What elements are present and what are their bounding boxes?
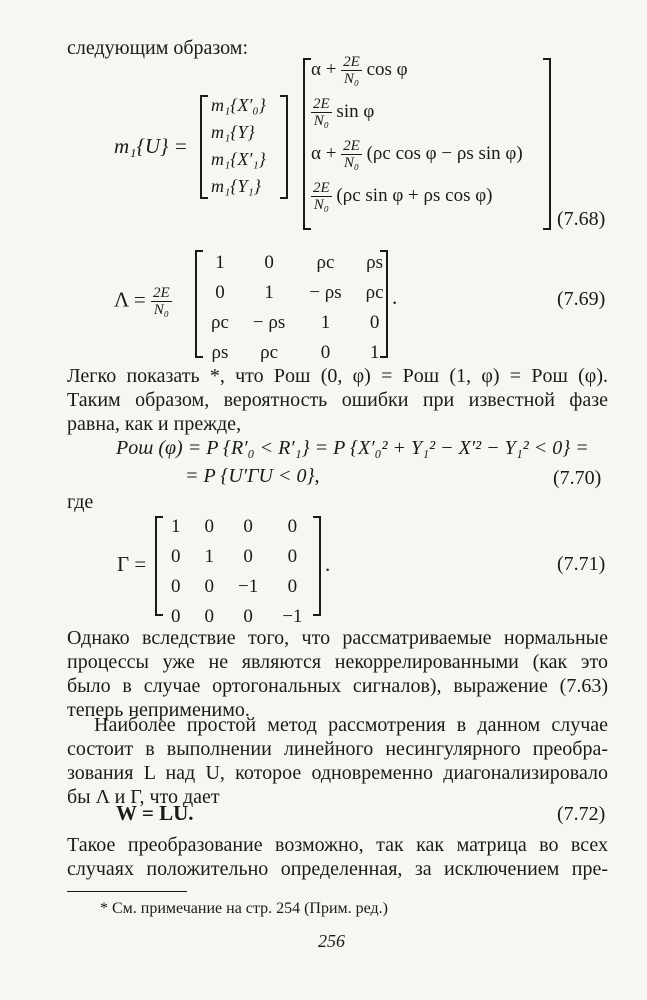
eq68-row: $\frac{2E}{\text{N₀}}$ sin φ <box>313 96 375 129</box>
eq72-number: (7.72) <box>557 803 606 825</box>
eq68-vec-item: m₁{Y₁} <box>211 176 261 196</box>
paragraph-1: Легко показать *, что Pош (0, φ) = Pош (1, φ) = Pош (φ). Таким образом, вероятность ошибки при известной фазе равна, как и прежде, <box>67 365 608 435</box>
eq71-right-bracket <box>313 516 321 616</box>
eq68-vec-left-bracket <box>200 95 208 199</box>
eq68-number: (7.68) <box>557 208 606 230</box>
eq68-lhs: m₁{U} = <box>114 134 188 158</box>
eq69-row: 1 0 ρc ρs <box>215 252 384 273</box>
eq69-number: (7.69) <box>557 288 606 310</box>
eq68-row: α + $\frac{2E}{\text{N₀}}$ cos φ <box>311 54 408 87</box>
where-word: где <box>67 491 94 513</box>
eq71-matrix <box>159 512 314 632</box>
intro-text: следующим образом: <box>67 37 249 59</box>
eq71-row: 1 0 0 0 <box>171 516 298 537</box>
eq68-vec-right-bracket <box>280 95 288 199</box>
eq69-fraction: $\frac{2E}{\text{N₀}}$ <box>153 285 170 318</box>
eq68-vector <box>211 92 266 200</box>
eq68-row: α + $\frac{2E}{\text{N₀}}$ (ρc cos φ − ρs sin φ) <box>311 138 523 171</box>
eq71-row: 0 0 0 −1 <box>171 606 303 627</box>
eq69-row: ρs ρc 0 1 <box>211 342 380 363</box>
eq69-row: 0 1 − ρs ρc <box>215 282 384 303</box>
footnote: * См. примечание на стр. 254 (Прим. ред.) <box>100 900 389 917</box>
eq68-vec-item: m₁{X′₁} <box>211 149 266 169</box>
eq68-col-left-bracket <box>303 58 311 230</box>
eq68-fraction: $\frac{2E}{\text{N₀}}$ <box>343 54 360 87</box>
eq69-lhs: Λ = $\frac{2E}{\text{N₀}}$ <box>114 285 170 318</box>
footnote-rule <box>67 891 187 892</box>
page-number: 256 <box>318 931 345 951</box>
eq69-period: . <box>392 285 398 309</box>
eq70-number: (7.70) <box>553 467 602 489</box>
eq68-vec-item: m₁{X′₀} <box>211 95 266 115</box>
eq68-row: $\frac{2E}{\text{N₀}}$ (ρc sin φ + ρs cos φ) <box>313 180 493 213</box>
eq70-line1: Pош (φ) = P {R′₀ < R′₁} = P {X′₀² + Y₁² − X′² − Y₁² < 0} = <box>116 437 589 459</box>
paragraph-4: Такое преобразование возможно, так как матрица во всех случаях положительно определенная, за исключением пре- <box>67 834 608 880</box>
eq70-line2: = P {U′ΓU < 0}, <box>185 465 320 487</box>
eq68-fraction: $\frac{2E}{\text{N₀}}$ <box>313 96 330 129</box>
eq68-column <box>311 54 523 222</box>
eq71-row: 0 1 0 0 <box>171 546 298 567</box>
paragraph-2: Однако вследствие того, что рассматриваемые нормальные процессы уже не являются некоррелированными (как это было в случае ортогональных сигналов), выражение (7.63) теперь неприменимо. <box>67 627 608 721</box>
eq68-col-right-bracket <box>543 58 551 230</box>
eq69-matrix <box>199 248 396 368</box>
eq72-expr: W = LU. <box>116 801 194 825</box>
eq69-row: ρc − ρs 1 0 <box>211 312 380 333</box>
eq69-right-bracket <box>380 250 388 358</box>
eq68-fraction: $\frac{2E}{\text{N₀}}$ <box>343 138 360 171</box>
eq68-fraction: $\frac{2E}{\text{N₀}}$ <box>313 180 330 213</box>
eq68-vec-item: m₁{Y} <box>211 122 255 142</box>
eq71-period: . <box>325 552 331 576</box>
paragraph-3: Наиболее простой метод рассмотрения в данном случае состоит в выполнении линейного несингулярного преобра- зования L над U, которое одновременно диагонализировало бы Λ и Γ, что дает <box>67 714 608 808</box>
eq71-number: (7.71) <box>557 553 606 575</box>
eq71-row: 0 0 −1 0 <box>171 576 298 597</box>
eq71-lhs: Γ = <box>117 552 147 576</box>
